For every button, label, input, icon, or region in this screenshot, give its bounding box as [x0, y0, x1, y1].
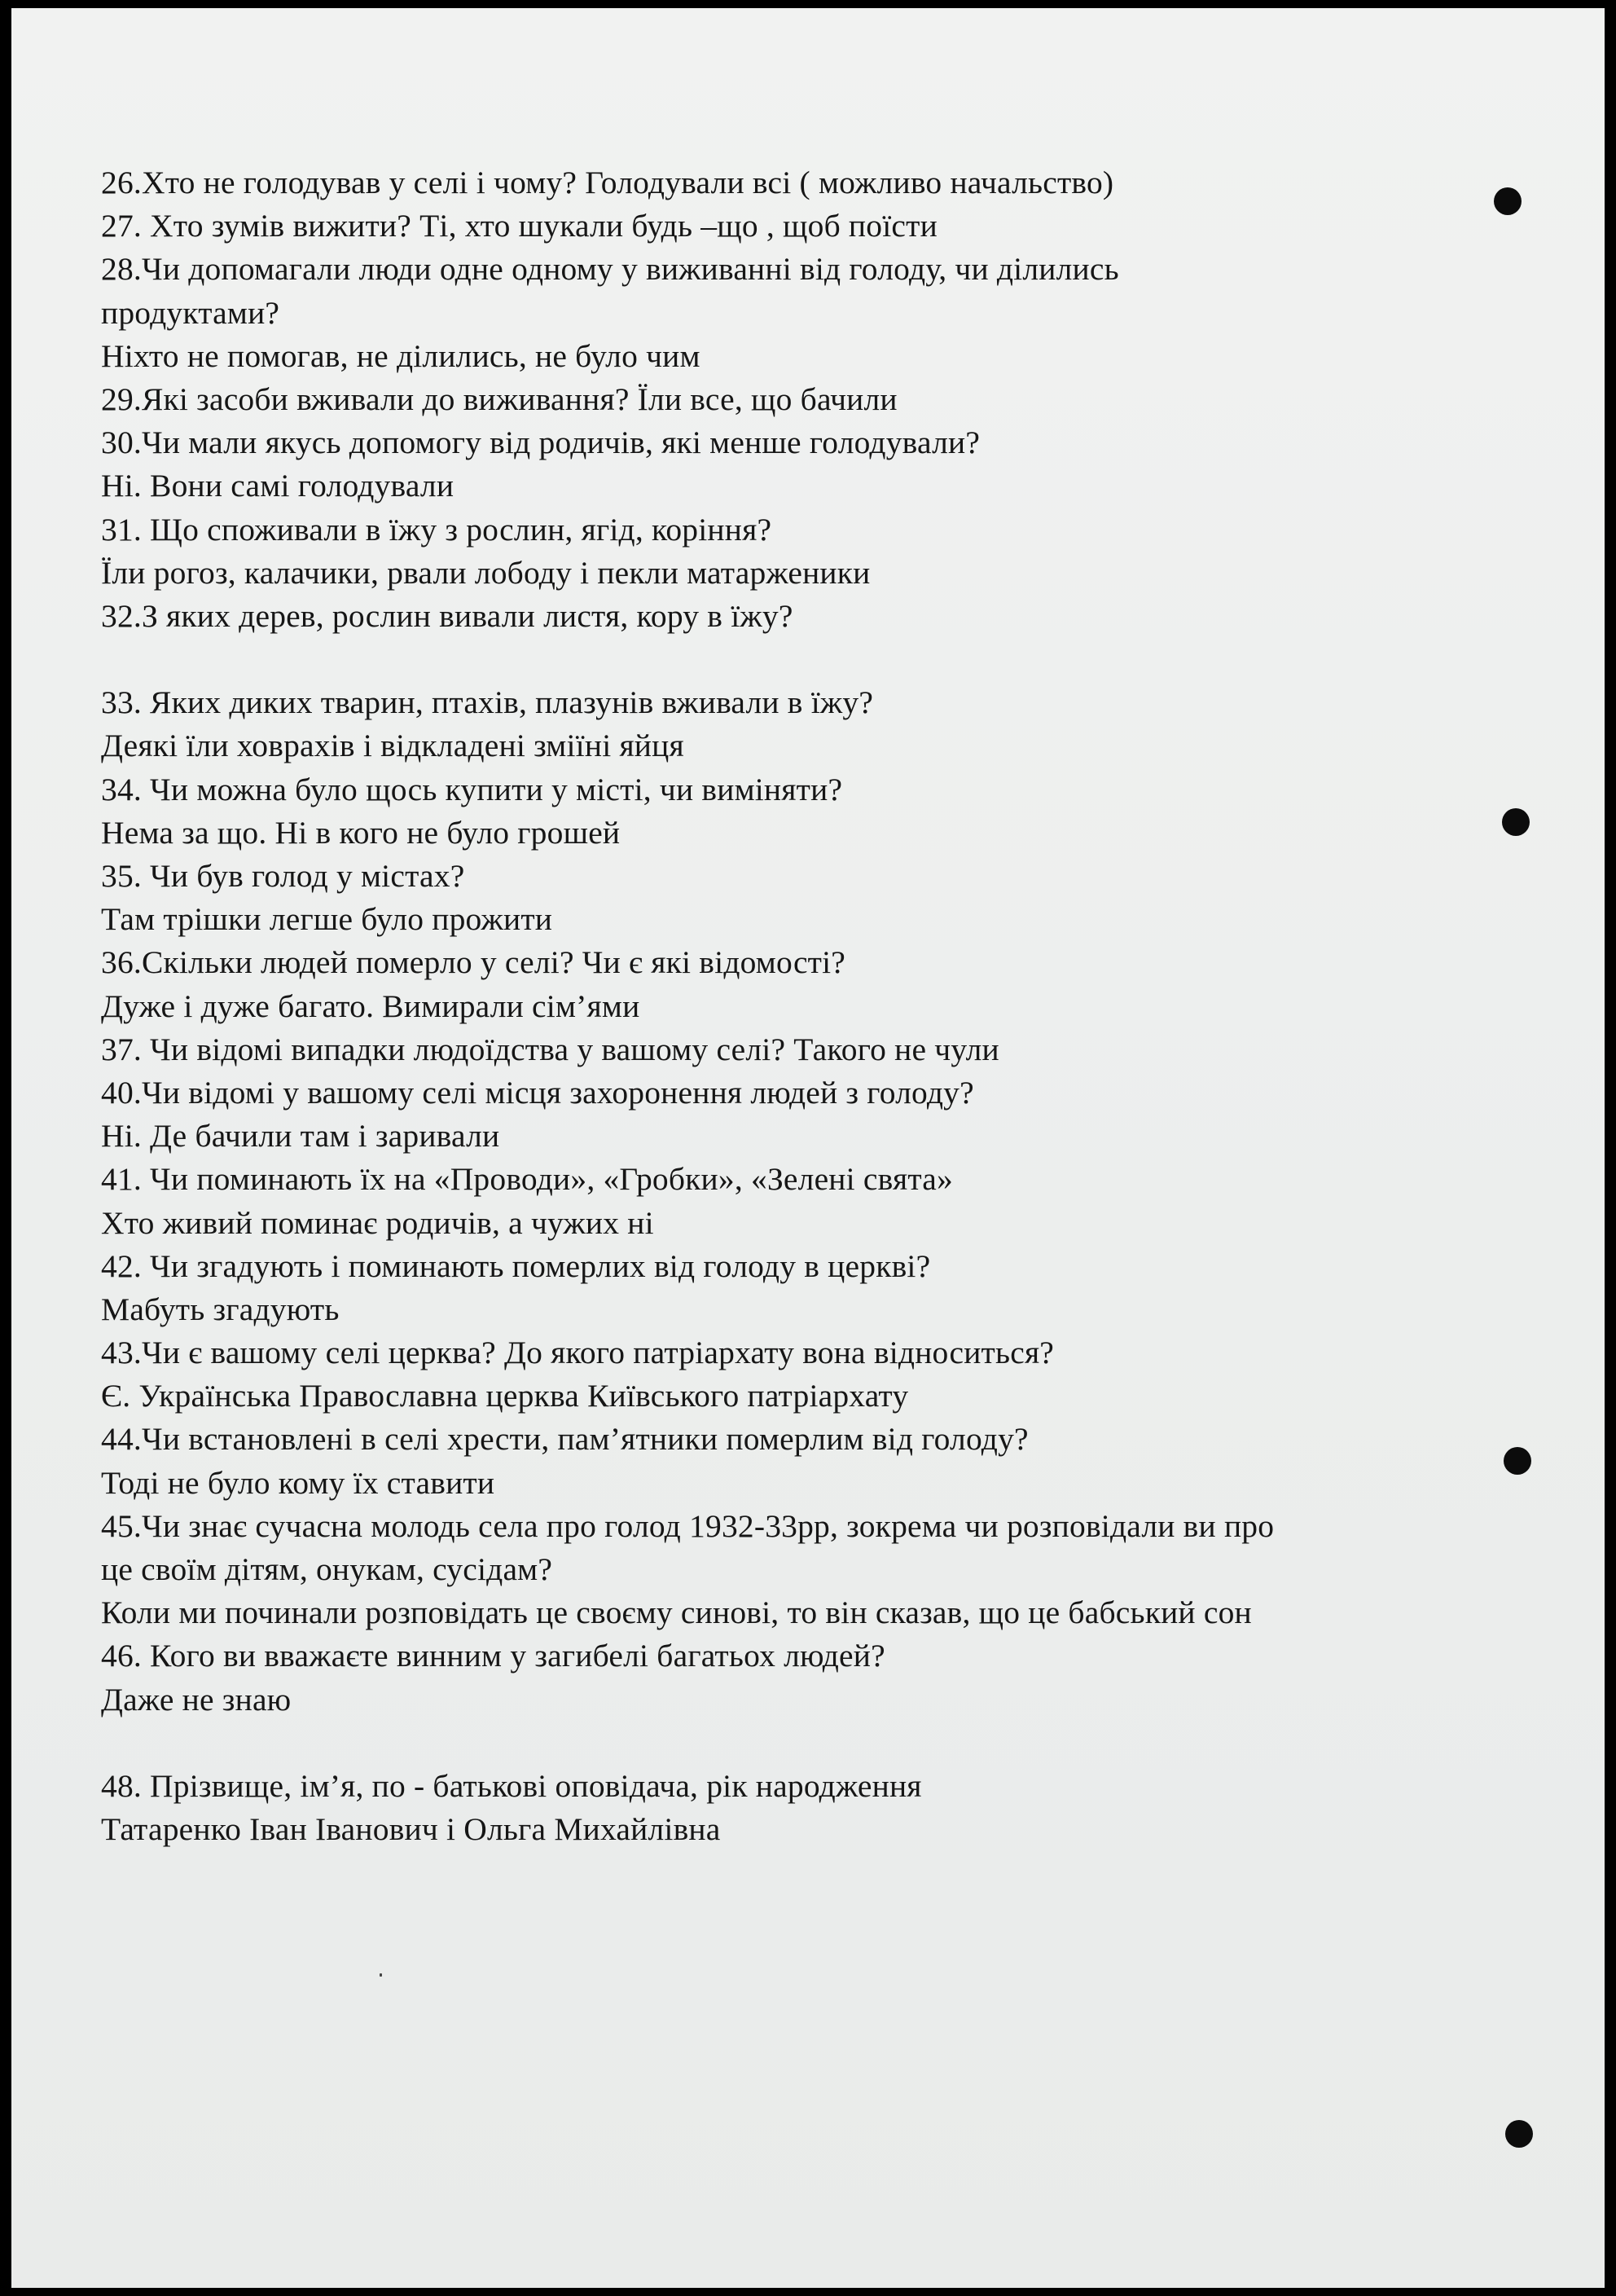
text-line: 29.Які засоби вживали до виживання? Їли все, що бачили	[101, 380, 898, 417]
text-line: Там трішки легше було прожити	[101, 901, 553, 938]
text-line: 31. Що споживали в їжу з рослин, ягід, коріння?	[101, 511, 772, 548]
text-line: Ні. Де бачили там і заривали	[101, 1118, 500, 1155]
text-line: 44.Чи встановлені в селі хрести, пам’ятники померлим від голоду?	[101, 1421, 1029, 1458]
text-line: Їли рогоз, калачики, рвали лободу і пекли матарженики	[101, 554, 871, 591]
text-line: Хто живий поминає родичів, а чужих ні	[101, 1204, 654, 1241]
text-line: 46. Кого ви вважаєте винним у загибелі багатьох людей?	[101, 1638, 885, 1674]
text-line: Мабуть згадують	[101, 1291, 340, 1327]
text-line: 30.Чи мали якусь допомогу від родичів, які менше голодували?	[101, 424, 981, 461]
text-line: 35. Чи був голод у містах?	[101, 858, 465, 894]
text-line: Ніхто не помогав, не ділились, не було чим	[101, 337, 700, 374]
paper-speck	[380, 1973, 382, 1977]
text-line: 41. Чи поминають їх на «Проводи», «Гробки», «Зелені свята»	[101, 1161, 953, 1198]
text-line: 33. Яких диких тварин, птахів, плазунів вживали в їжу?	[101, 684, 874, 721]
text-line: Є. Українська Православна церква Київського патріархату	[101, 1378, 909, 1414]
text-line: 37. Чи відомі випадки людоїдства у вашому селі? Такого не чули	[101, 1031, 999, 1067]
blank-line	[101, 638, 1567, 681]
text-line: 42. Чи згадують і поминають померлих від голоду в церкві?	[101, 1247, 931, 1284]
text-line: продуктами?	[101, 294, 280, 331]
document-page	[11, 8, 1605, 2288]
text-line: Ні. Вони самі голодували	[101, 468, 455, 504]
text-line: Коли ми починали розповідать це своєму синові, то він сказав, що це бабський сон	[101, 1594, 1252, 1631]
punch-hole	[1502, 808, 1530, 836]
text-line: Тоді не було кому їх ставити	[101, 1464, 495, 1501]
text-line: Деякі їли ховрахів і відкладені зміїні яйця	[101, 728, 684, 764]
text-line: Даже не знаю	[101, 1681, 292, 1718]
blank-line	[101, 1722, 1567, 1765]
punch-hole	[1504, 1447, 1531, 1475]
text-line: 45.Чи знає сучасна молодь села про голод 1932-33рр, зокрема чи розповідали ви про	[101, 1507, 1275, 1544]
punch-hole	[1505, 2120, 1533, 2148]
punch-hole	[1494, 187, 1522, 215]
text-line: 48. Прізвище, ім’я, по - батькові оповідача, рік народження	[101, 1767, 922, 1804]
text-line: 36.Скільки людей померло у селі? Чи є які відомості?	[101, 944, 846, 981]
text-line: 43.Чи є вашому селі церква? До якого патріархату вона відноситься?	[101, 1335, 1055, 1371]
text-line: це своїм дітям, онукам, сусідам?	[101, 1551, 553, 1587]
questionnaire-text	[101, 161, 1567, 1851]
text-line: 28.Чи допомагали люди одне одному у виживанні від голоду, чи ділились	[101, 251, 1119, 288]
text-line: 27. Хто зумів вижити? Ті, хто шукали будь –що , щоб поїсти	[101, 208, 938, 244]
text-line: 34. Чи можна було щось купити у місті, чи виміняти?	[101, 771, 843, 807]
text-line: 26.Хто не голодував у селі і чому? Голодували всі ( можливо начальство)	[101, 165, 1114, 200]
text-line: 40.Чи відомі у вашому селі місця захоронення людей з голоду?	[101, 1074, 974, 1111]
text-line: Нема за що. Ні в кого не було грошей	[101, 814, 621, 851]
text-line: Дуже і дуже багато. Вимирали сім’ями	[101, 987, 640, 1024]
text-line: 32.З яких дерев, рослин вивали листя, кору в їжу?	[101, 597, 793, 634]
text-line: Татаренко Іван Іванович і Ольга Михайлівна	[101, 1811, 721, 1848]
